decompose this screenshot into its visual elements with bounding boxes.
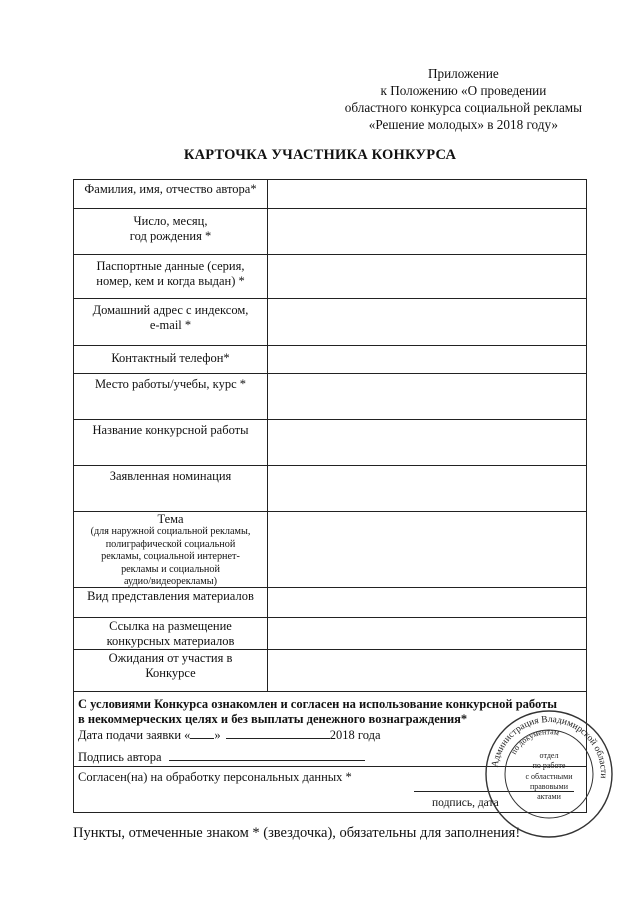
appendix-line-3: областного конкурса социальной рекламы bbox=[344, 100, 582, 115]
label-address-line1: Домашний адрес с индексом, bbox=[92, 303, 249, 317]
organization-stamp bbox=[483, 708, 615, 840]
row-expectations bbox=[74, 650, 586, 692]
label-passport-line2: номер, кем и когда выдан) * bbox=[96, 274, 245, 288]
stamp-inner-line-2: по работе bbox=[532, 761, 566, 770]
row-work-study bbox=[74, 374, 586, 420]
label-theme-line1: Тема bbox=[157, 512, 184, 526]
row-material-type bbox=[74, 588, 586, 618]
work-study-field[interactable] bbox=[268, 374, 586, 419]
appendix-line-1: Приложение bbox=[427, 66, 499, 81]
stamp-inner-line-5: актами bbox=[537, 792, 561, 801]
stamp-inner-line-3: с областными bbox=[525, 772, 573, 781]
stamp-inner-line-4: правовыми bbox=[529, 782, 569, 791]
label-passport-line1: Паспортные данные (серия, bbox=[96, 259, 245, 273]
label-material-type: Вид представления материалов bbox=[74, 588, 268, 617]
page-title: КАРТОЧКА УЧАСТНИКА КОНКУРСА bbox=[183, 147, 457, 163]
expectations-field[interactable] bbox=[268, 650, 586, 691]
stamp-inner-text bbox=[525, 751, 573, 801]
author-signature-blank[interactable] bbox=[169, 749, 365, 761]
address-field[interactable] bbox=[268, 299, 586, 345]
label-birth-date bbox=[74, 209, 268, 254]
label-birth-date-line2: год рождения * bbox=[129, 229, 212, 243]
phone-field[interactable] bbox=[268, 346, 586, 373]
author-signature-label: Подпись автора bbox=[78, 750, 162, 764]
appendix-header bbox=[345, 65, 582, 133]
label-birth-date-line1: Число, месяц, bbox=[133, 214, 208, 228]
label-passport bbox=[74, 255, 268, 298]
footer-note: Пункты, отмеченные знаком * (звездочка), обязательны для заполнения! bbox=[73, 825, 521, 841]
materials-link-field[interactable] bbox=[268, 618, 586, 649]
label-work-study: Место работы/учебы, курс * bbox=[74, 374, 268, 419]
date-mid: » bbox=[214, 728, 221, 742]
row-full-name bbox=[74, 180, 586, 209]
label-address bbox=[74, 299, 268, 345]
row-materials-link bbox=[74, 618, 586, 650]
consent-signature-caption: подпись, дата bbox=[432, 797, 499, 809]
row-address bbox=[74, 299, 586, 346]
row-passport bbox=[74, 255, 586, 299]
consent-text: Согласен(на) на обработку персональных данных * bbox=[78, 770, 352, 784]
date-prefix: Дата подачи заявки « bbox=[78, 728, 191, 742]
theme-field[interactable] bbox=[268, 512, 586, 587]
agreement-line-1: С условиями Конкурса ознакомлен и согласен на использование конкурсной работы bbox=[78, 697, 557, 711]
stamp-ring-textpath: Администрация Владимирской области bbox=[490, 714, 609, 779]
stamp-arc-textpath: по документам bbox=[509, 727, 560, 756]
nomination-field[interactable] bbox=[268, 466, 586, 511]
label-theme-line3: полиграфической социальной bbox=[105, 538, 236, 550]
label-materials-link-line1: Ссылка на размещение bbox=[109, 619, 232, 633]
label-theme bbox=[74, 512, 268, 587]
appendix-line-2: к Положению «О проведении bbox=[380, 83, 547, 98]
row-birth-date bbox=[74, 209, 586, 255]
full-name-field[interactable] bbox=[268, 180, 586, 208]
row-nomination bbox=[74, 466, 586, 512]
work-title-field[interactable] bbox=[268, 420, 586, 465]
label-expectations bbox=[74, 650, 268, 691]
label-theme-line4: рекламы, социальной интернет- bbox=[101, 551, 240, 562]
label-materials-link-line2: конкурсных материалов bbox=[106, 634, 235, 648]
birth-date-field[interactable] bbox=[268, 209, 586, 254]
appendix-line-4: «Решение молодых» в 2018 году» bbox=[368, 117, 558, 132]
label-expectations-line2: Конкурсе bbox=[145, 666, 196, 680]
row-work-title bbox=[74, 420, 586, 466]
label-expectations-line1: Ожидания от участия в bbox=[108, 651, 233, 665]
date-month-blank[interactable] bbox=[226, 727, 330, 739]
label-full-name: Фамилия, имя, отчество автора* bbox=[74, 180, 268, 208]
label-theme-line6: аудио/видеорекламы) bbox=[124, 576, 217, 587]
stamp-inner-line-1: отдел bbox=[539, 751, 559, 760]
label-work-title: Название конкурсной работы bbox=[74, 420, 268, 465]
label-materials-link bbox=[74, 618, 268, 649]
label-nomination: Заявленная номинация bbox=[74, 466, 268, 511]
row-phone bbox=[74, 346, 586, 374]
material-type-field[interactable] bbox=[268, 588, 586, 617]
label-phone: Контактный телефон* bbox=[74, 346, 268, 373]
row-theme bbox=[74, 512, 586, 588]
agreement-line-2: в некоммерческих целях и без выплаты денежного вознаграждения* bbox=[78, 712, 468, 726]
date-suffix: 2018 года bbox=[329, 728, 381, 742]
label-theme-line5: рекламы и социальной bbox=[121, 563, 220, 575]
passport-field[interactable] bbox=[268, 255, 586, 298]
label-theme-line2: (для наружной социальной рекламы, bbox=[90, 526, 251, 537]
date-day-blank[interactable] bbox=[190, 727, 214, 739]
label-address-line2: e-mail * bbox=[149, 318, 192, 332]
